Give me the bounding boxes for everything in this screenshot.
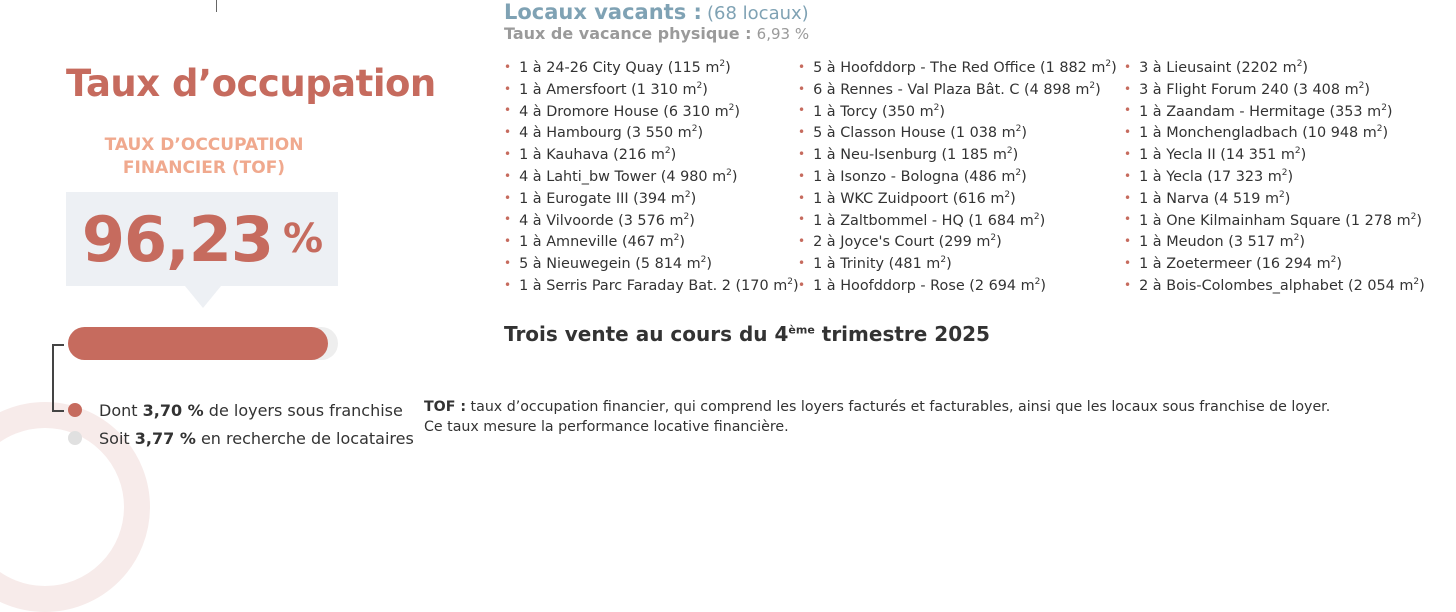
vacancy-item bbox=[504, 76, 799, 98]
bullet-icon: • bbox=[1124, 190, 1132, 205]
vacancy-item-suffix: ) bbox=[1419, 277, 1425, 294]
vacancy-item-text: 5 à Classon House (1 038 m bbox=[813, 125, 1016, 142]
vacancy-item-text: 5 à Nieuwegein (5 814 m bbox=[519, 255, 701, 272]
vacancy-item-suffix: ) bbox=[1021, 125, 1027, 142]
vacancy-item-text: 6 à Rennes - Val Plaza Bât. C (4 898 m bbox=[813, 81, 1090, 98]
bullet-icon: • bbox=[1124, 212, 1132, 227]
vacancy-item-text: 1 à Meudon (3 517 m bbox=[1139, 234, 1294, 251]
vacancy-item-suffix: ) bbox=[731, 168, 738, 185]
vacancy-item-suffix: ) bbox=[702, 81, 708, 98]
bullet-icon: • bbox=[798, 212, 806, 227]
breakdown-value: 3,77 % bbox=[134, 429, 196, 448]
vacancy-item-suffix: ) bbox=[697, 125, 704, 142]
sales-heading-prefix: Trois vente au cours du 4 bbox=[504, 322, 789, 346]
vacancy-item-text: 1 à Trinity (481 m bbox=[813, 255, 941, 272]
vacancy-rate-label: Taux de vacance physique : bbox=[504, 24, 752, 43]
bullet-icon: • bbox=[798, 168, 806, 183]
vacancy-item-suffix: ) bbox=[725, 59, 731, 76]
vacancy-list-column-3 bbox=[1124, 54, 1425, 294]
breakdown-bracket bbox=[52, 344, 64, 412]
vacancy-item-suffix: ) bbox=[1039, 212, 1046, 229]
vacancy-item bbox=[1124, 272, 1425, 294]
tof-label-line1: TAUX D’OCCUPATION bbox=[104, 135, 304, 155]
vacancy-item-text: 1 à Yecla II (14 351 m bbox=[1139, 146, 1295, 163]
vacancy-item-sup: 2 bbox=[1089, 80, 1096, 91]
vacancy-item bbox=[1124, 54, 1425, 76]
bullet-icon: • bbox=[798, 59, 806, 74]
vacancy-item bbox=[504, 250, 799, 272]
bullet-icon: • bbox=[798, 277, 806, 292]
search-dot-icon bbox=[68, 431, 82, 445]
tof-value-number: 96,23 bbox=[81, 202, 274, 276]
vacancy-item-sup: 2 bbox=[990, 233, 997, 244]
bullet-icon: • bbox=[798, 190, 806, 205]
vacancy-item-sup: 2 bbox=[1330, 255, 1337, 266]
vacancy-item-text: 1 à One Kilmainham Square (1 278 m bbox=[1139, 212, 1411, 229]
vacancy-item-sup: 2 bbox=[1015, 167, 1022, 178]
breakdown-prefix: Dont bbox=[99, 401, 138, 420]
vacancy-item bbox=[504, 54, 799, 76]
breakdown-suffix: en recherche de locataires bbox=[200, 429, 414, 448]
vacancy-item-sup: 2 bbox=[787, 276, 793, 287]
vacancy-item-sup: 2 bbox=[1281, 167, 1288, 178]
vacancy-item-text: 4 à Vilvoorde (3 576 m bbox=[519, 212, 684, 229]
vacancy-item-text: 1 à Torcy (350 m bbox=[813, 103, 934, 120]
bullet-icon: • bbox=[798, 103, 806, 118]
vacancy-item-suffix: ) bbox=[1095, 81, 1101, 98]
vacancy-item bbox=[504, 207, 799, 229]
vacancy-item-suffix: ) bbox=[1336, 255, 1343, 272]
vacancy-item bbox=[798, 250, 1117, 272]
vacancy-item-text: 2 à Bois-Colombes_alphabet (2 054 m bbox=[1139, 277, 1414, 294]
vacancy-item-suffix: ) bbox=[734, 103, 740, 120]
vacancy-item bbox=[798, 119, 1117, 141]
vacancy-rate bbox=[504, 24, 809, 43]
vacancy-item-sup: 2 bbox=[664, 146, 671, 157]
footnote-line1 bbox=[424, 397, 1330, 417]
vacancy-item-suffix: ) bbox=[939, 103, 945, 120]
bullet-icon: • bbox=[504, 59, 512, 74]
vacancy-item bbox=[798, 207, 1117, 229]
vacancy-item-suffix: ) bbox=[1111, 59, 1117, 76]
sales-heading bbox=[504, 322, 990, 346]
vacancy-item-suffix: ) bbox=[1299, 234, 1305, 251]
vacancy-item bbox=[798, 185, 1117, 207]
vacancy-item bbox=[1124, 141, 1425, 163]
vacancy-item-text: 1 à Hoofddorp - Rose (2 694 m bbox=[813, 277, 1035, 294]
bullet-icon: • bbox=[504, 146, 512, 161]
vacancy-item bbox=[1124, 76, 1425, 98]
franchise-dot-icon bbox=[68, 403, 82, 417]
breakdown-suffix: de loyers sous franchise bbox=[208, 401, 403, 420]
vacancy-item bbox=[504, 163, 799, 185]
vacancy-item-text: 1 à Isonzo - Bologna (486 m bbox=[813, 168, 1016, 185]
vacancy-item-suffix: ) bbox=[1416, 212, 1422, 229]
footnote-line2: Ce taux mesure la performance locative financière. bbox=[424, 419, 789, 435]
vacancy-item bbox=[504, 272, 799, 294]
vacancy-item-sup: 2 bbox=[1294, 146, 1301, 157]
bullet-icon: • bbox=[504, 190, 512, 205]
tof-value-unit: % bbox=[283, 216, 323, 262]
vacancy-item-sup: 2 bbox=[683, 211, 690, 222]
vacancy-item-sup: 2 bbox=[1004, 189, 1011, 200]
vacancy-item bbox=[798, 272, 1117, 294]
vacancy-item-sup: 2 bbox=[1006, 146, 1013, 157]
vacancy-item-sup: 2 bbox=[1413, 276, 1420, 287]
sales-heading-sup: ème bbox=[788, 323, 815, 337]
vacancy-item bbox=[798, 54, 1117, 76]
breakdown-search bbox=[68, 429, 414, 448]
vacancy-item bbox=[798, 163, 1117, 185]
bullet-icon: • bbox=[504, 81, 512, 96]
vacancy-item-sup: 2 bbox=[1279, 189, 1285, 200]
vacancy-item bbox=[798, 98, 1117, 120]
sales-heading-suffix: trimestre 2025 bbox=[814, 322, 990, 346]
vacancy-item-suffix: ) bbox=[1284, 190, 1291, 207]
vacancy-item-sup: 2 bbox=[673, 233, 680, 244]
breakdown-franchise bbox=[68, 401, 403, 420]
vacancy-item-text: 4 à Lahti_bw Tower (4 980 m bbox=[519, 168, 727, 185]
vacancy-item-suffix: ) bbox=[689, 212, 695, 229]
vacancy-item-text: 1 à Zaandam - Hermitage (353 m bbox=[1139, 103, 1382, 120]
vacancy-item-text: 3 à Lieusaint (2202 m bbox=[1139, 59, 1297, 76]
vacancy-item-text: 1 à Yecla (17 323 m bbox=[1139, 168, 1282, 185]
vacancy-item-sup: 2 bbox=[1381, 102, 1387, 113]
vacancy-item-suffix: ) bbox=[1010, 190, 1016, 207]
bullet-icon: • bbox=[1124, 234, 1132, 249]
vacancy-item-sup: 2 bbox=[719, 59, 726, 69]
vacancy-item-sup: 2 bbox=[1015, 124, 1022, 135]
bullet-icon: • bbox=[798, 234, 806, 249]
tof-progress-track bbox=[68, 327, 338, 360]
vacancy-item-suffix: ) bbox=[679, 234, 686, 251]
bullet-icon: • bbox=[504, 255, 512, 270]
vacancy-item-sup: 2 bbox=[933, 102, 940, 113]
vacancy-item-text: 5 à Hoofddorp - The Red Office (1 882 m bbox=[813, 59, 1106, 76]
vacancy-item-sup: 2 bbox=[691, 124, 698, 135]
divider-tick bbox=[216, 0, 217, 12]
vacancies-title-label: Locaux vacants : bbox=[504, 0, 702, 24]
vacancy-item-suffix: ) bbox=[1300, 146, 1307, 163]
vacancy-item-suffix: ) bbox=[1386, 103, 1393, 120]
footnote-term: TOF : bbox=[424, 399, 467, 415]
vacancy-item-sup: 2 bbox=[940, 255, 947, 266]
bullet-icon: • bbox=[1124, 81, 1132, 96]
occupancy-title: Taux d’occupation bbox=[66, 62, 436, 105]
vacancy-list-column-1 bbox=[504, 54, 799, 294]
bullet-icon: • bbox=[504, 234, 512, 249]
tof-value bbox=[66, 192, 338, 286]
vacancy-item bbox=[1124, 207, 1425, 229]
vacancy-item bbox=[798, 228, 1117, 250]
bullet-icon: • bbox=[504, 277, 512, 292]
bullet-icon: • bbox=[1124, 59, 1132, 74]
vacancy-item-suffix: ) bbox=[706, 255, 713, 272]
bullet-icon: • bbox=[504, 103, 512, 118]
tof-value-box-pointer bbox=[185, 286, 221, 308]
bullet-icon: • bbox=[504, 125, 512, 140]
footnote bbox=[424, 397, 1330, 437]
vacancy-item-text: 1 à Zoetermeer (16 294 m bbox=[1139, 255, 1331, 272]
vacancy-item-text: 1 à Amersfoort (1 310 m bbox=[519, 81, 697, 98]
vacancy-item bbox=[1124, 185, 1425, 207]
vacancy-item-text: 1 à Zaltbommel - HQ (1 684 m bbox=[813, 212, 1034, 229]
vacancy-item-sup: 2 bbox=[696, 80, 703, 91]
bullet-icon: • bbox=[1124, 103, 1132, 118]
vacancy-item-sup: 2 bbox=[700, 255, 707, 266]
vacancy-item bbox=[1124, 98, 1425, 120]
bullet-icon: • bbox=[1124, 277, 1132, 292]
vacancy-item-sup: 2 bbox=[1293, 233, 1300, 244]
vacancy-item-text: 2 à Joyce's Court (299 m bbox=[813, 234, 991, 251]
vacancy-item bbox=[504, 141, 799, 163]
vacancy-item-suffix: ) bbox=[996, 234, 1002, 251]
vacancy-item bbox=[504, 119, 799, 141]
vacancy-rate-value: 6,93 % bbox=[756, 25, 810, 43]
vacancy-item-sup: 2 bbox=[1033, 211, 1040, 222]
breakdown-prefix: Soit bbox=[99, 429, 130, 448]
vacancy-item-suffix: ) bbox=[1287, 168, 1294, 185]
vacancy-list-column-2 bbox=[798, 54, 1117, 294]
vacancy-item-sup: 2 bbox=[728, 102, 735, 113]
vacancy-item bbox=[1124, 163, 1425, 185]
bullet-icon: • bbox=[798, 255, 806, 270]
vacancy-item-text: 1 à Eurogate III (394 m bbox=[519, 190, 685, 207]
vacancy-item bbox=[504, 185, 799, 207]
breakdown-value: 3,70 % bbox=[142, 401, 204, 420]
vacancy-item-text: 1 à Kauhava (216 m bbox=[519, 146, 665, 163]
vacancy-item bbox=[1124, 250, 1425, 272]
vacancy-item-sup: 2 bbox=[1410, 211, 1417, 222]
vacancy-item-text: 1 à Neu-Isenburg (1 185 m bbox=[813, 146, 1007, 163]
vacancy-item-text: 4 à Hambourg (3 550 m bbox=[519, 125, 692, 142]
vacancy-item-sup: 2 bbox=[684, 189, 691, 200]
vacancy-item-suffix: ) bbox=[1364, 81, 1370, 98]
vacancy-item-text: 3 à Flight Forum 240 (3 408 m bbox=[1139, 81, 1359, 98]
vacancy-item-sup: 2 bbox=[1376, 124, 1383, 135]
vacancy-item bbox=[504, 228, 799, 250]
vacancy-item-text: 1 à Narva (4 519 m bbox=[1139, 190, 1280, 207]
vacancy-item-text: 4 à Dromore House (6 310 m bbox=[519, 103, 729, 120]
vacancy-item bbox=[1124, 119, 1425, 141]
vacancy-item-suffix: ) bbox=[1021, 168, 1027, 185]
vacancy-item-suffix: ) bbox=[670, 146, 677, 163]
vacancies-title bbox=[504, 0, 809, 24]
vacancy-item-text: 1 à Amneville (467 m bbox=[519, 234, 674, 251]
vacancy-item-suffix: ) bbox=[1012, 146, 1019, 163]
vacancy-item bbox=[504, 98, 799, 120]
vacancy-item bbox=[798, 141, 1117, 163]
vacancy-item-sup: 2 bbox=[1358, 80, 1365, 91]
bullet-icon: • bbox=[1124, 125, 1132, 140]
vacancies-count: (68 locaux) bbox=[707, 3, 809, 24]
bullet-icon: • bbox=[798, 81, 806, 96]
vacancy-item-sup: 2 bbox=[1296, 59, 1303, 69]
bullet-icon: • bbox=[798, 125, 806, 140]
vacancy-item-suffix: ) bbox=[690, 190, 697, 207]
tof-label bbox=[68, 134, 340, 180]
vacancy-item-text: 1 à 24-26 City Quay (115 m bbox=[519, 59, 720, 76]
vacancy-item-text: 1 à WKC Zuidpoort (616 m bbox=[813, 190, 1005, 207]
vacancy-item-text: 1 à Monchengladbach (10 948 m bbox=[1139, 125, 1377, 142]
vacancy-item-text: 1 à Serris Parc Faraday Bat. 2 (170 m bbox=[519, 277, 788, 294]
bullet-icon: • bbox=[504, 168, 512, 183]
tof-progress-fill bbox=[68, 327, 328, 360]
vacancy-item-sup: 2 bbox=[1034, 276, 1041, 287]
bullet-icon: • bbox=[504, 212, 512, 227]
bullet-icon: • bbox=[1124, 146, 1132, 161]
vacancy-item-sup: 2 bbox=[726, 167, 732, 178]
vacancy-item bbox=[1124, 228, 1425, 250]
bullet-icon: • bbox=[1124, 255, 1132, 270]
tof-label-line2: FINANCIER (TOF) bbox=[122, 158, 286, 178]
bullet-icon: • bbox=[1124, 168, 1132, 183]
vacancy-item bbox=[798, 76, 1117, 98]
bullet-icon: • bbox=[798, 146, 806, 161]
vacancy-item-suffix: ) bbox=[792, 277, 799, 294]
vacancy-item-suffix: ) bbox=[1302, 59, 1309, 76]
vacancy-item-suffix: ) bbox=[1040, 277, 1047, 294]
vacancy-item-sup: 2 bbox=[1105, 59, 1112, 69]
vacancy-item-suffix: ) bbox=[946, 255, 952, 272]
vacancy-item-suffix: ) bbox=[1382, 125, 1389, 142]
footnote-text: taux d’occupation financier, qui comprend les loyers facturés et facturables, ainsi que les locaux sous franchise de loyer. bbox=[466, 399, 1331, 415]
